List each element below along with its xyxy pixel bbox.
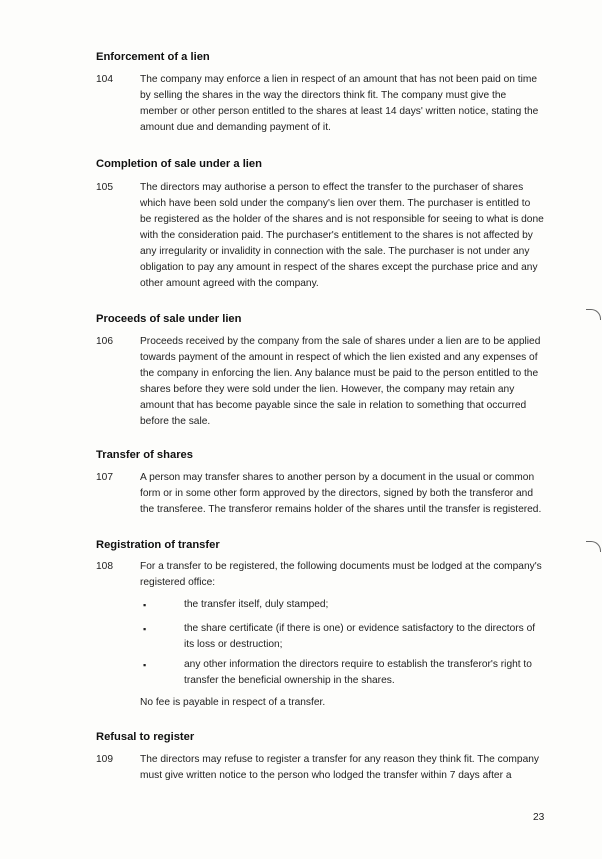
section-number-107: 107 [96,472,113,483]
paragraph-line: other amount agreed with the company. [140,278,319,289]
paragraph-line: obligation to pay any amount in respect of the shares except the purchase price and any [140,262,538,273]
paragraph-line: For a transfer to be registered, the following documents must be lodged at the company's [140,561,542,572]
page-number: 23 [533,812,545,823]
section-number-106: 106 [96,336,113,347]
scan-mark [586,541,601,552]
paragraph-line: the transferee. The transferor remains holder of the shares until the transfer is registered. [140,504,542,515]
paragraph-line: The directors may authorise a person to effect the transfer to the purchaser of shares [140,182,524,193]
paragraph-line: towards payment of the amount in respect of which the lien existed and any expenses of [140,352,538,363]
paragraph-line: form or in some other form approved by the directors, signed by both the transferor and [140,488,533,499]
paragraph-line: registered office: [140,577,216,588]
bullet-text: the share certificate (if there is one) or evidence satisfactory to the directors of [184,623,536,634]
bullet-marker: ▪ [143,660,147,670]
paragraph-line: No fee is payable in respect of a transfer. [140,697,326,708]
paragraph-line: Proceeds received by the company from the sale of shares under a lien are to be applied [140,336,541,347]
paragraph-line: The directors may refuse to register a transfer for any reason they think fit. The company [140,754,540,765]
paragraph-line: be registered as the holder of the shares and is not responsible for seeing to what is done [140,214,544,225]
paragraph-line: the company in enforcing the lien. Any balance must be paid to the person entitled to the [140,368,539,379]
paragraph-line: any irregularity or invalidity in connection with the sale. The purchaser is not under any [140,246,530,257]
section-number-105: 105 [96,182,113,193]
section-heading-104: Enforcement of a lien [96,51,210,63]
paragraph-line: A person may transfer shares to another person by a document in the usual or common [140,472,535,483]
section-heading-106: Proceeds of sale under lien [96,313,242,325]
paragraph-line: which have been sold under the company's lien over them. The purchaser is entitled to [140,198,531,209]
paragraph-line: by selling the shares in the way the directors think fit. The company must give the [140,90,507,101]
section-number-104: 104 [96,74,113,85]
bullet-text: the transfer itself, duly stamped; [184,599,329,610]
bullet-text: transfer the beneficial ownership in the shares. [184,675,395,686]
section-number-108: 108 [96,561,113,572]
bullet-text: any other information the directors require to establish the transferor's right to [184,659,532,670]
section-heading-105: Completion of sale under a lien [96,158,262,170]
paragraph-line: The company may enforce a lien in respect of an amount that has not been paid on time [140,74,537,85]
scan-mark [586,309,601,320]
paragraph-line: must give written notice to the person who lodged the transfer within 7 days after a [140,770,512,781]
paragraph-line: member or other person entitled to the shares at least 14 days' written notice, stating the [140,106,539,117]
paragraph-line: amount that has become payable since the sale in relation to something that occurred [140,400,527,411]
bullet-marker: ▪ [143,624,147,634]
paragraph-line: amount due and demanding payment of it. [140,122,331,133]
paragraph-line: before the sale. [140,416,211,427]
section-heading-108: Registration of transfer [96,539,220,551]
bullet-text: its loss or destruction; [184,639,283,650]
section-heading-107: Transfer of shares [96,449,193,461]
section-number-109: 109 [96,754,113,765]
paragraph-line: with the consideration paid. The purchaser's entitlement to the shares is not affected by [140,230,533,241]
paragraph-line: shares before they were sold under the lien. However, the company may retain any [140,384,515,395]
section-heading-109: Refusal to register [96,731,195,743]
bullet-marker: ▪ [143,600,147,610]
